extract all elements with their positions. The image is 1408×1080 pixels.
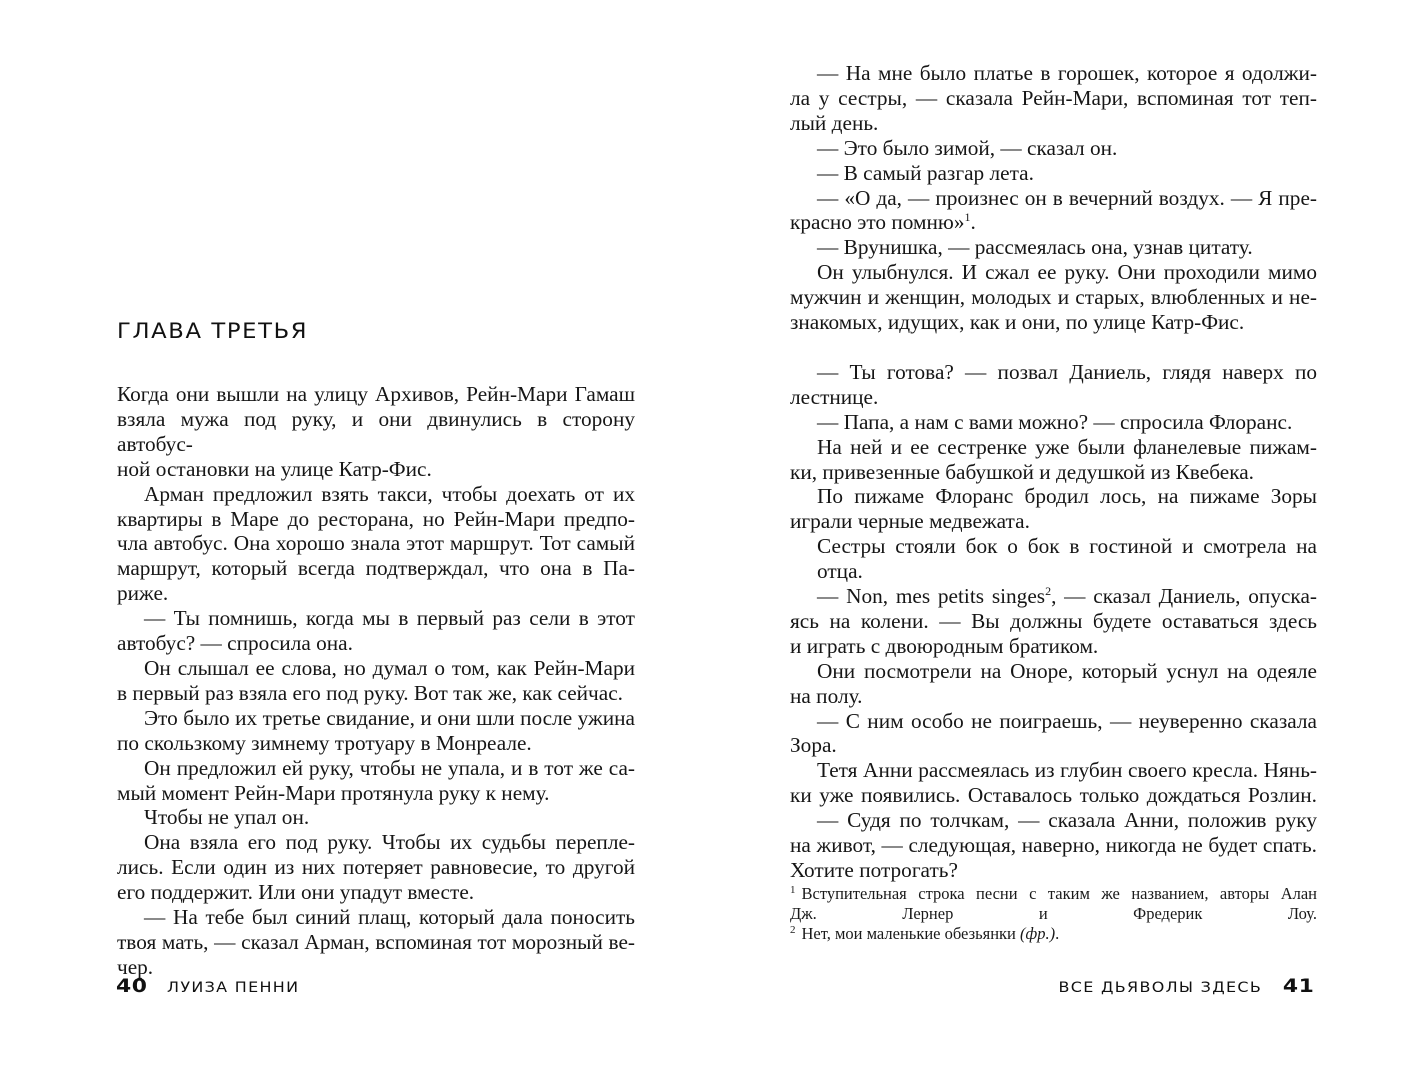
text-line: лестнице. xyxy=(790,384,879,409)
text-line: Это было их третье свидание, и они шли после ужина xyxy=(144,705,635,730)
text-line: и играть с двоюродным братиком. xyxy=(790,633,1099,658)
text-line: квартиры в Маре до ресторана, но Рейн-Мари предпо- xyxy=(117,506,635,531)
scene-break xyxy=(790,335,1317,360)
footnotes xyxy=(790,884,1317,944)
footnote-text: Нет, мои маленькие обезьянки xyxy=(801,924,1020,943)
text-line: На ней и ее сестренке уже были фланелевые пижам- xyxy=(817,434,1317,459)
left-page-body xyxy=(117,382,635,980)
text-line: взяла мужа под руку, и они двинулись в сторону автобус- xyxy=(117,406,635,456)
text-line: ла у сестры, — сказала Рейн-Мари, вспоминая тот теп- xyxy=(790,85,1317,110)
text-line: — На тебе был синий плащ, который дала поносить xyxy=(144,905,635,930)
text-line: риже. xyxy=(117,581,169,606)
text-line: Тетя Анни рассмеялась из глубин своего кресла. Нянь- xyxy=(817,758,1317,783)
text-line: на полу. xyxy=(790,683,863,708)
left-running-footer xyxy=(116,975,300,997)
text-line: Зора. xyxy=(790,733,837,758)
text-line: Они посмотрели на Оноре, который уснул на одеяле xyxy=(817,658,1317,683)
text-line: твоя мать, — сказал Арман, вспоминая тот морозный ве- xyxy=(117,929,635,954)
text-line: — «О да, — произнес он в вечерний воздух. — Я пре- xyxy=(817,185,1317,210)
footnote-1 xyxy=(790,884,1317,924)
text-line: Хотите потрогать? xyxy=(790,858,958,882)
text-line: — С ним особо не поиграешь, — неуверенно сказала xyxy=(817,708,1317,733)
text-line: — Это было зимой, — сказал он. xyxy=(817,135,1118,160)
text-line: По пижаме Флоранс бродил лось, на пижаме Зоры xyxy=(817,484,1317,509)
text-line: Она взяла его под руку. Чтобы их судьбы перепле- xyxy=(144,830,635,855)
footnote-text: Вступительная строка песни с таким же названием, авторы Алан xyxy=(801,884,1317,903)
text-line: красно это помню»$^1$. xyxy=(790,210,976,235)
text-line: лись. Если один из них потеряет равновесие, то другой xyxy=(117,855,635,880)
text-line: знакомых, идущих, как и они, по улице Катр-Фис. xyxy=(790,310,1245,335)
text-line: Он слышал ее слова, но думал о том, как Рейн-Мари xyxy=(144,655,635,680)
text-line: — Судя по толчкам, — сказала Анни, положив руку xyxy=(817,808,1317,833)
text-line: мужчин и женщин, молодых и старых, влюбленных и не- xyxy=(790,285,1317,310)
text-line: Арман предложил взять такси, чтобы доехать от их xyxy=(144,481,635,506)
text-line: играли черные медвежата. xyxy=(790,509,1030,534)
text-line: Он предложил ей руку, чтобы не упала, и в тот же са- xyxy=(144,755,635,780)
right-running-footer xyxy=(1058,975,1314,997)
text-line: — Ты готова? — позвал Даниель, глядя наверх по xyxy=(817,359,1317,384)
author-running-head: ЛУИЗА ПЕННИ xyxy=(167,980,300,996)
text-line: маршрут, который всегда подтверждал, что она в Па- xyxy=(117,556,635,581)
footnote-2: $^2$ Нет, мои маленькие обезьянки (фр.). xyxy=(790,924,1060,943)
text-line: — На мне было платье в горошек, которое я одолжи- xyxy=(817,61,1317,85)
text-line: — В самый разгар лета. xyxy=(817,160,1034,185)
footnote-reference[interactable]: 2 xyxy=(1045,584,1052,599)
footnote-mark: 2 xyxy=(790,924,796,936)
right-page-body xyxy=(790,61,1317,883)
text-line: ки, привезенные бабушкой и дедушкой из Квебека. xyxy=(790,459,1254,484)
text-line: на живот, — следующая, наверно, никогда не будет спать. xyxy=(790,833,1317,858)
right-page xyxy=(704,0,1408,1080)
text-line: ной остановки на улице Катр-Фис. xyxy=(117,456,432,481)
text-line: Он улыбнулся. И сжал ее руку. Они проходили мимо xyxy=(817,260,1317,285)
chapter-title: ГЛАВА ТРЕТЬЯ xyxy=(117,319,309,343)
text-line: Чтобы не упал он. xyxy=(144,805,310,830)
text-line: чла автобус. Она хорошо знала этот маршрут. Тот самый xyxy=(117,531,635,556)
footnote-text-cont: Дж. Лернер и Фредерик Лоу. xyxy=(790,904,1317,923)
text-line: автобус? — спросила она. xyxy=(117,631,353,656)
text-line: по скользкому зимнему тротуару в Монреале. xyxy=(117,730,532,755)
text-line: лый день. xyxy=(790,110,879,135)
footnote-mark: 1 xyxy=(790,884,796,896)
text-line: ясь на колени. — Вы должны будете оставаться здесь xyxy=(790,608,1317,633)
page-number-left: 40 xyxy=(116,975,148,997)
footnote-reference[interactable]: 1 xyxy=(964,210,971,225)
book-title-running-head: ВСЕ ДЬЯВОЛЫ ЗДЕСЬ xyxy=(1058,980,1263,996)
text-line: его поддержит. Или они упадут вместе. xyxy=(117,880,475,905)
text-line: в первый раз взяла его под руку. Вот так же, как сейчас. xyxy=(117,680,623,705)
text-line: Когда они вышли на улицу Архивов, Рейн-Мари Гамаш xyxy=(117,382,635,406)
text-line: — Врунишка, — рассмеялась она, узнав цитату. xyxy=(817,235,1253,260)
text-line: — Папа, а нам с вами можно? — спросила Флоранс. xyxy=(817,409,1293,434)
text-line: ки уже появились. Оставалось только дождаться Розлин. xyxy=(790,783,1317,808)
footnote-language-note: (фр.) xyxy=(1020,924,1056,943)
text-line: чер. xyxy=(117,954,154,979)
text-line: — Non, mes petits singes$^2$, — сказал Даниель, опуска- xyxy=(817,584,1317,609)
text-line: мый момент Рейн-Мари протянула руку к нему. xyxy=(117,780,550,805)
text-line: — Ты помнишь, когда мы в первый раз сели в этот xyxy=(144,606,635,631)
text-line: Сестры стояли бок о бок в гостиной и смотрела на отца. xyxy=(817,534,1317,584)
page-number-right: 41 xyxy=(1282,975,1314,997)
